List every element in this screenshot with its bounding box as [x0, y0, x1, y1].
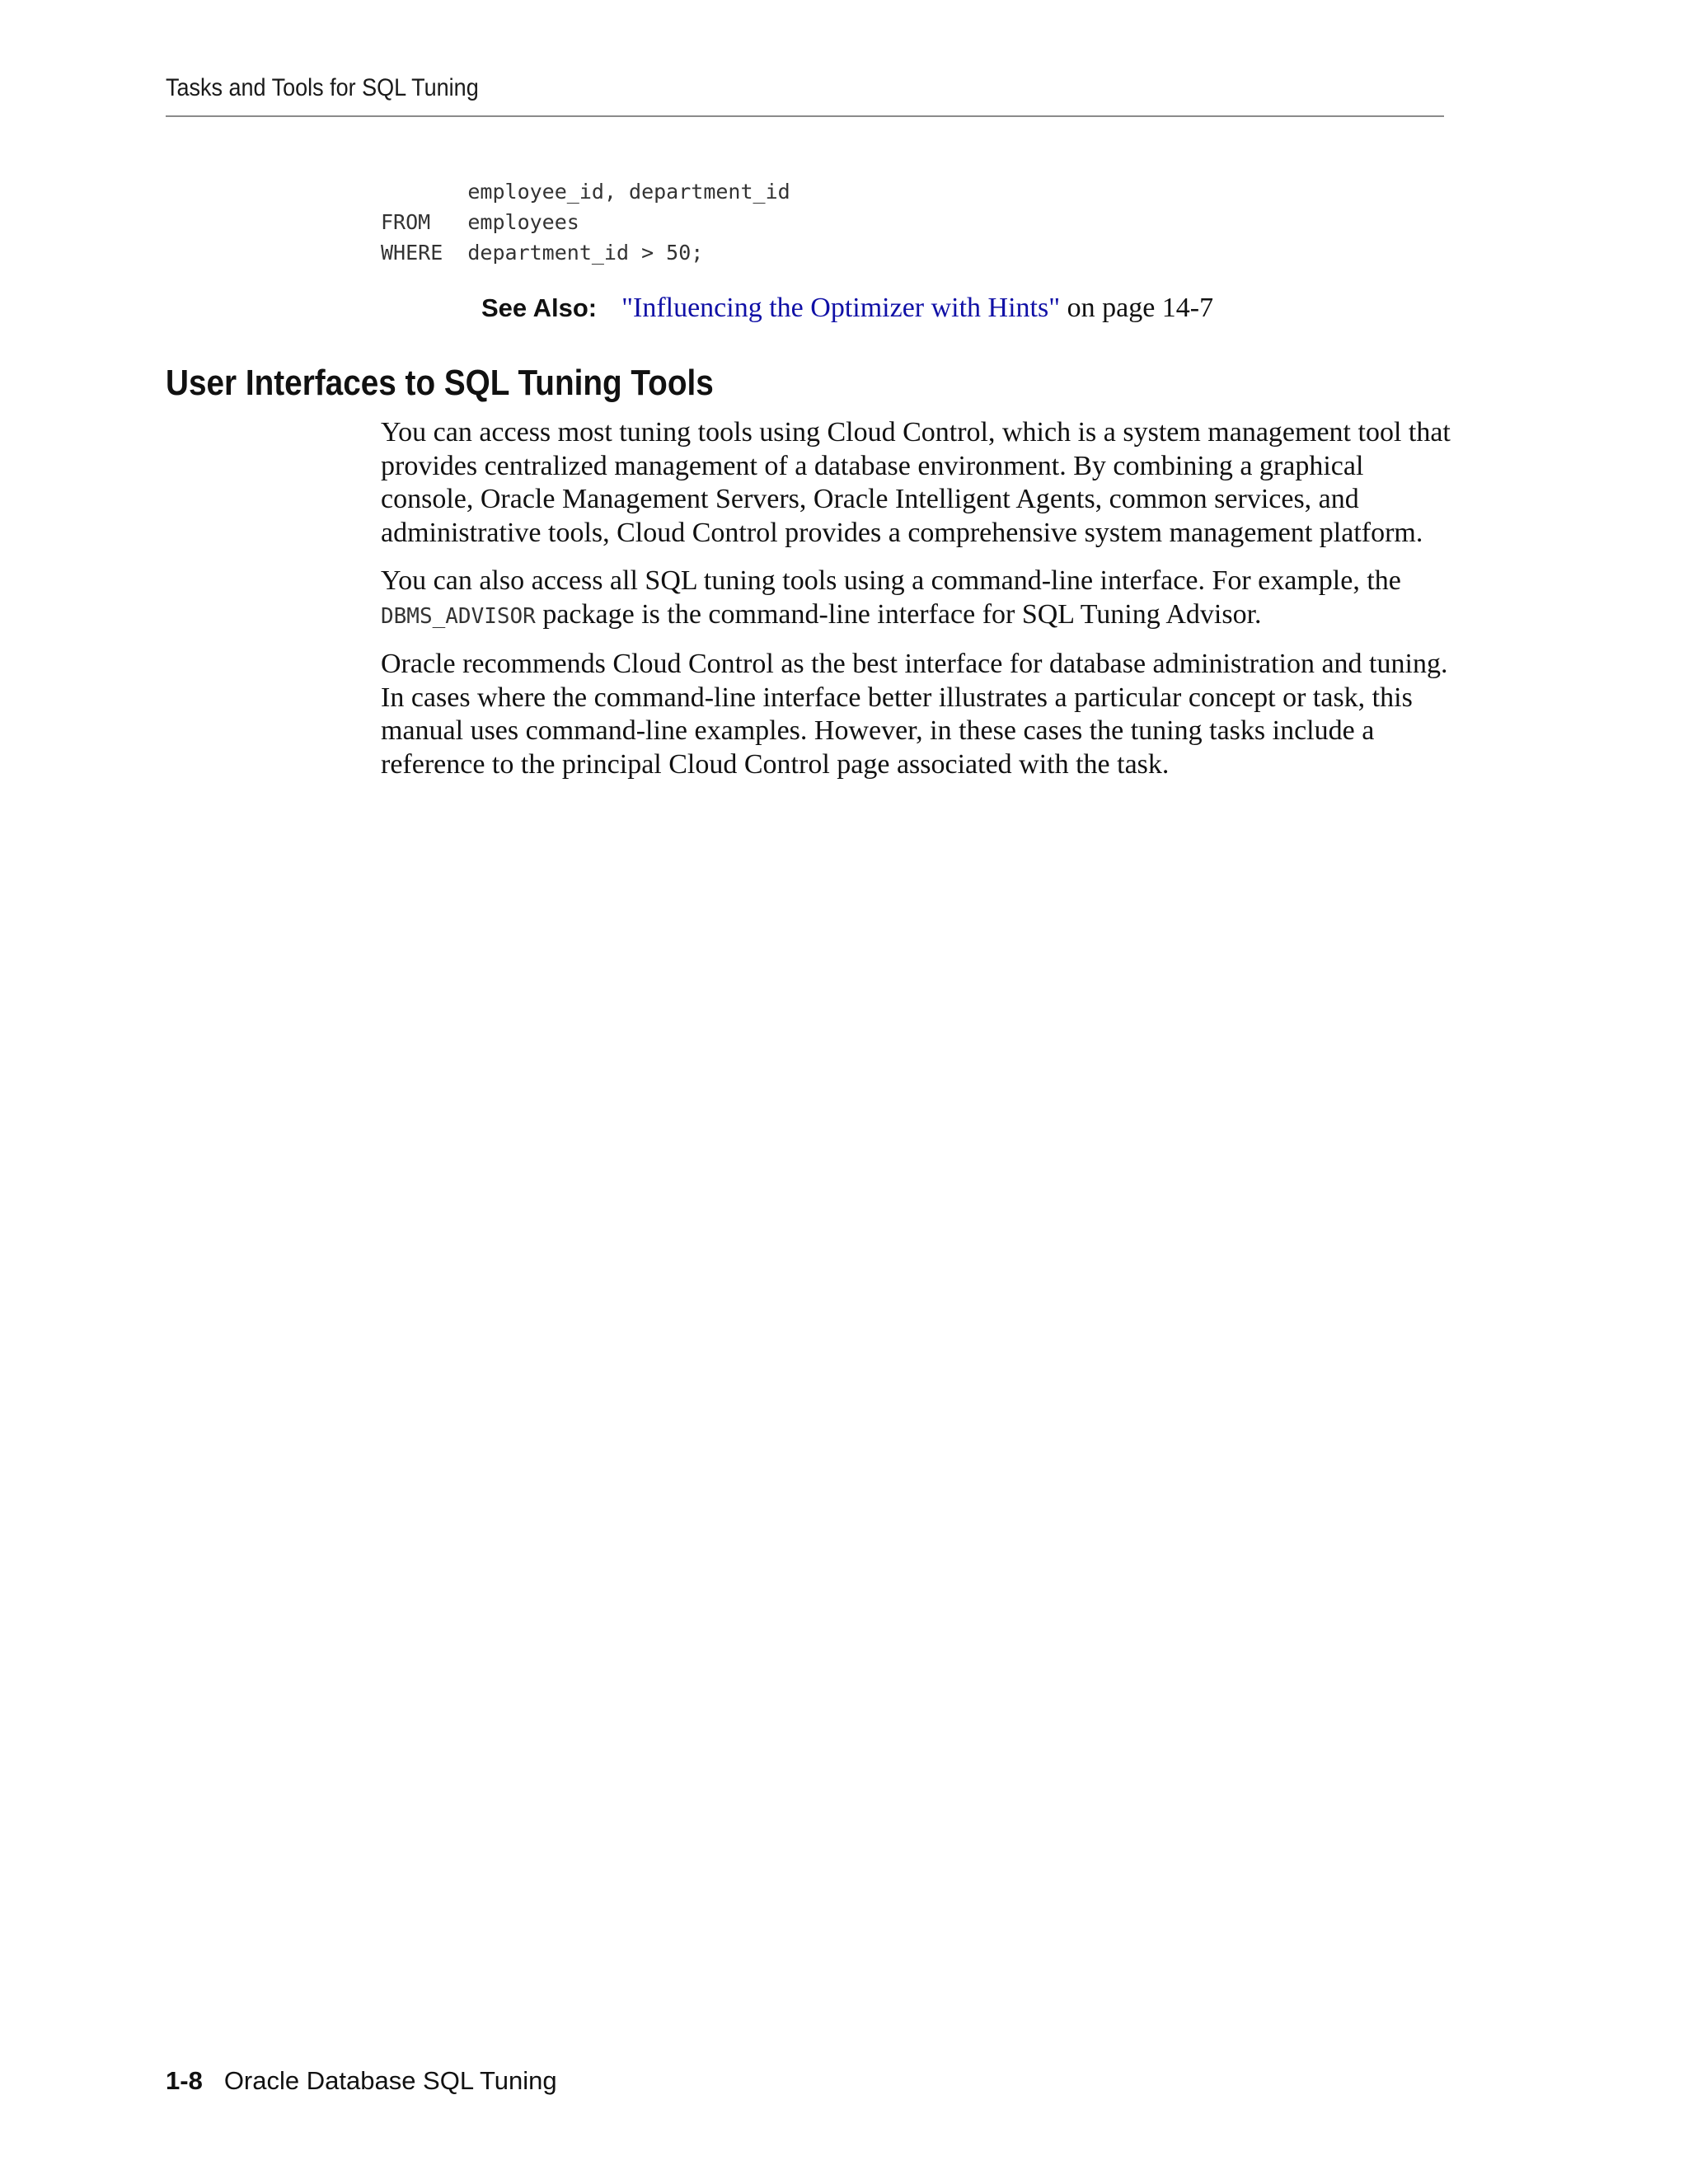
paragraph-2-text: package is the command-line interface for SQL Tuning Advisor.	[535, 598, 1262, 630]
page-footer	[166, 2066, 557, 2096]
section-heading: User Interfaces to SQL Tuning Tools	[166, 363, 714, 403]
book-title: Oracle Database SQL Tuning	[223, 2066, 557, 2095]
paragraph-2-text: You can also access all SQL tuning tools using a command-line interface. For example, the	[381, 565, 1401, 596]
see-also-link[interactable]: "Influencing the Optimizer with Hints"	[621, 293, 1061, 323]
code-line: FROM employees	[381, 210, 579, 234]
header-rule	[166, 115, 1444, 117]
inline-code-dbms-advisor: DBMS_ADVISOR	[381, 603, 536, 629]
paragraph-1: You can access most tuning tools using Cloud Control, which is a system management tool that provides centralized management of a database environment. By combining a graphical console, Oracle Management Servers, Oracle Intelligent Agents, common services, and administrative tools, Cloud Control provides a comprehensive system management platform.	[381, 417, 1451, 548]
running-header: Tasks and Tools for SQL Tuning	[166, 74, 479, 101]
code-line: employee_id, department_id	[381, 180, 790, 204]
code-line: WHERE department_id > 50;	[381, 241, 704, 265]
code-block	[381, 176, 790, 268]
paragraph-2	[381, 565, 1452, 633]
see-also-note	[481, 293, 1213, 324]
paragraph-3: Oracle recommends Cloud Control as the best interface for database administration and tuning. In cases where the command-line interface better illustrates a particular concept or task, this manual uses command-line examples. However, in these cases the tuning tasks include a reference to the principal Cloud Control page associated with the task.	[381, 649, 1448, 780]
section-body	[381, 416, 1452, 796]
page-number: 1-8	[166, 2066, 203, 2095]
see-also-suffix: on page 14-7	[1060, 293, 1214, 323]
see-also-label: See Also:	[481, 293, 598, 322]
